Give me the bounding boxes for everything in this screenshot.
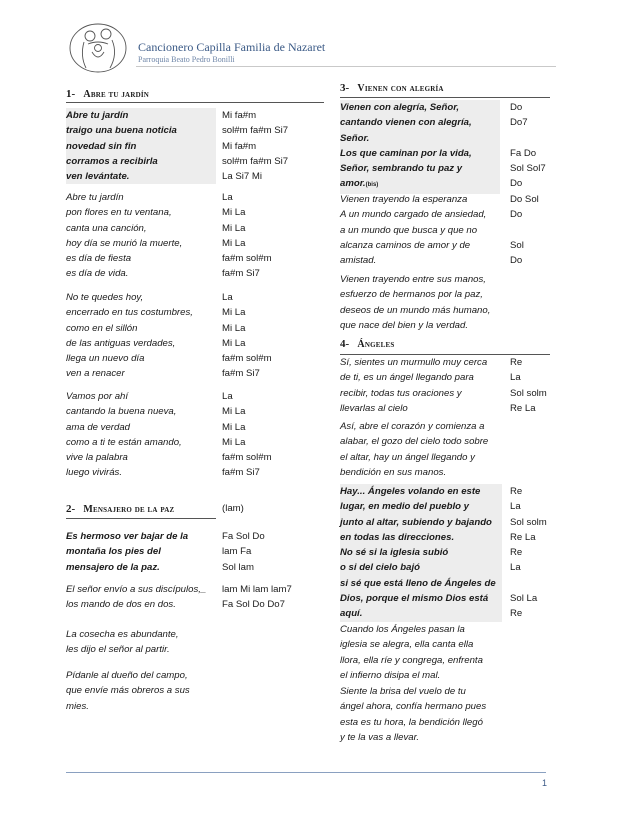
chord-line: Sol Sol7: [510, 163, 546, 175]
lyric-line: Señor, sembrando tu paz y: [340, 163, 463, 175]
chord-line: La: [510, 562, 521, 574]
chord-line: fa#m sol#m: [222, 353, 272, 365]
chord-line: fa#m Si7: [222, 268, 260, 280]
song-3-stanza-2-chords: [510, 192, 539, 268]
chord-line: Mi La: [222, 237, 246, 249]
lyric-line: traigo una buena noticia: [66, 125, 177, 137]
song-4-stanza-5: [340, 684, 486, 745]
lyric-line: Es hermoso ver bajar de la: [66, 531, 189, 542]
chord-line: Sol solm: [510, 516, 547, 528]
lyric-line: o si del cielo bajó: [340, 562, 420, 574]
song-1-stanza-1: [66, 108, 216, 184]
song-2-key: (lam): [222, 503, 244, 514]
chord-line: Sol: [510, 239, 524, 251]
chord-line: Do Sol: [510, 194, 539, 205]
lyric-line: y te la vas a llevar.: [340, 731, 420, 743]
lyric-line: lugar, en medio del pueblo y: [340, 501, 470, 513]
chord-line: Re La: [510, 531, 536, 543]
lyric-line: Vienen con alegría, Señor,: [340, 102, 460, 113]
song-4-stanza-3-chords: [510, 484, 547, 622]
lyric-line: No te quedes hoy,: [66, 292, 144, 303]
song-2-heading: 2- Mensajero de la paz: [66, 503, 175, 515]
lyric-line: aquí.: [340, 608, 363, 620]
song-3-stanza-1-chords: [510, 100, 546, 192]
chord-line: fa#m Si7: [222, 368, 260, 380]
chord-line: lam Mi lam lam7: [222, 584, 292, 595]
chord-line: lam Fa: [222, 546, 252, 558]
chord-line: Re: [510, 608, 523, 620]
lyric-line: ven a renacer: [66, 368, 125, 380]
lyric-line: el altar, hay un ángel llegando y: [340, 451, 475, 463]
lyric-line: esfuerzo de hermanos por la paz,: [340, 289, 483, 301]
lyric-line: Así, abre el corazón y comienza a: [340, 421, 485, 432]
chord-line: Re: [510, 547, 523, 559]
chord-line: sol#m fa#m Si7: [222, 155, 289, 167]
chord-line: Mi La: [222, 307, 246, 319]
lyric-line: ángel ahora, confía hermano pues: [340, 701, 487, 713]
lyric-line: Abre tu jardín: [66, 192, 124, 203]
lyric-line: bendición en sus manos.: [340, 466, 447, 478]
song-4-stanza-1: [340, 355, 487, 416]
chord-line: Mi La: [222, 222, 246, 234]
chord-line: Do: [510, 102, 523, 113]
footer-divider: [66, 772, 546, 773]
chord-line: [510, 576, 547, 591]
lyric-line: Hay... Ángeles volando en este: [340, 486, 481, 497]
lyric-line: cantando la buena nueva,: [66, 406, 177, 418]
song-3-rule: [340, 97, 550, 98]
chord-line: Mi fa#m: [222, 110, 257, 121]
lyric-line: Abre tu jardín: [66, 110, 129, 121]
song-1-rule: [66, 102, 324, 103]
chord-line: Re: [510, 486, 523, 497]
chord-line: La: [222, 391, 233, 402]
chord-line: Do: [510, 178, 523, 190]
lyric-line: llega un nuevo día: [66, 353, 145, 365]
lyric-line: llevarlas al cielo: [340, 402, 408, 414]
song-2-rule: [66, 518, 216, 519]
lyric-line: alabar, el gozo del cielo todo sobre: [340, 436, 489, 448]
song-4-stanza-2: [340, 419, 488, 480]
header-divider: [136, 66, 556, 67]
chord-line: fa#m sol#m: [222, 452, 272, 464]
lyric-line: luego vivirás.: [66, 467, 122, 479]
song-4-heading: 4- Ángeles: [340, 338, 395, 350]
lyric-line: Cuando los Ángeles pasan la: [340, 624, 465, 635]
lyric-line: mies.: [66, 700, 89, 712]
chord-line: fa#m Si7: [222, 467, 260, 479]
lyric-line: No sé si la iglesia subió: [340, 547, 449, 559]
chord-line: La Si7 Mi: [222, 171, 262, 183]
lyric-line: Dios, porque el mismo Dios está: [340, 593, 489, 605]
song-3-stanza-1: [340, 100, 500, 194]
lyric-line: A un mundo cargado de ansiedad,: [340, 209, 487, 221]
lyric-line: montaña los pies del: [66, 546, 161, 558]
lyric-line: los mando de dos en dos.: [66, 599, 176, 611]
song-2-stanza-4: [66, 668, 190, 714]
chord-line: La: [222, 292, 233, 303]
lyric-line: les dijo el señor al partir.: [66, 644, 170, 656]
chord-line: Mi La: [222, 337, 246, 349]
chord-line: La: [510, 372, 521, 384]
song-2-stanza-2: [66, 582, 206, 613]
lyric-line: de ti, es un ángel llegando para: [340, 372, 474, 384]
holy-family-logo-icon: [66, 18, 130, 74]
lyric-line: iglesia se alegra, ella canta ella: [340, 639, 474, 651]
lyric-line: Vienen trayendo entre sus manos,: [340, 274, 486, 285]
chord-line: Sol La: [510, 593, 538, 605]
chord-line: Do7: [510, 117, 528, 129]
lyric-line: mensajero de la paz.: [66, 561, 160, 573]
song-2-stanza-1-chords: [222, 529, 265, 575]
lyric-line: canta una canción,: [66, 222, 147, 234]
chord-line: Fa Sol Do Do7: [222, 599, 285, 611]
chord-line: Do: [510, 209, 523, 221]
song-1-stanza-4-chords: [222, 389, 272, 481]
chord-line: Mi La: [222, 322, 246, 334]
lyric-line: Siente la brisa del vuelo de tu: [340, 686, 466, 697]
lyric-line: Sí, sientes un murmullo muy cerca: [340, 357, 488, 368]
lyric-line: encerrado en tus costumbres,: [66, 307, 193, 319]
lyric-line: hoy día se murió la muerte,: [66, 237, 183, 249]
chord-line: La: [222, 192, 233, 203]
chord-line: Fa Sol Do: [222, 531, 265, 542]
lyric-line: Señor.: [340, 132, 370, 144]
chord-line: Fa Do: [510, 147, 537, 159]
lyric-line: de las antiguas verdades,: [66, 337, 176, 349]
lyric-line: amor.(bis): [340, 178, 379, 190]
chord-line: Re: [510, 357, 523, 368]
lyric-line: es día de fiesta: [66, 253, 132, 265]
song-1-stanza-1-chords: [222, 108, 288, 184]
lyric-line: cantando vienen con alegría,: [340, 117, 472, 129]
lyric-line: recibir, todas tus oraciones y: [340, 387, 462, 399]
lyric-line: amistad.: [340, 255, 377, 267]
song-1-stanza-4: [66, 389, 182, 481]
lyric-line: Pídanle al dueño del campo,: [66, 670, 188, 681]
lyric-line: que envíe más obreros a sus: [66, 685, 190, 697]
lyric-line: esta es tu hora, la bendición llegó: [340, 716, 483, 728]
chord-line: Mi La: [222, 207, 246, 219]
lyric-line: en todas las direcciones.: [340, 531, 455, 543]
lyric-line: llora, ella ríe y congrega, enfrenta: [340, 654, 483, 666]
lyric-line: es día de vida.: [66, 268, 129, 280]
chord-line: [510, 131, 546, 146]
lyric-line: El señor envío a sus discípulos,_: [66, 584, 207, 595]
lyric-line: novedad sin fin: [66, 140, 137, 152]
lyric-line: pon flores en tu ventana,: [66, 207, 172, 219]
song-2-stanza-2-chords: [222, 582, 292, 613]
chord-line: Sol solm: [510, 387, 547, 399]
lyric-line: La cosecha es abundante,: [66, 629, 179, 640]
lyric-line: a un mundo que busca y que no: [340, 224, 478, 236]
chord-line: Re La: [510, 402, 536, 414]
lyric-line: alcanza caminos de amor y de: [340, 239, 471, 251]
lyric-line: ama de verdad: [66, 421, 130, 433]
lyric-line: vive la palabra: [66, 452, 128, 464]
chord-line: sol#m fa#m Si7: [222, 125, 289, 137]
lyric-line: Los que caminan por la vida,: [340, 147, 472, 159]
header-title: Cancionero Capilla Familia de Nazaret: [138, 40, 326, 54]
lyric-line: corramos a recibirla: [66, 155, 158, 167]
song-4-stanza-4: [340, 622, 483, 683]
chord-line: [510, 223, 539, 238]
song-4-stanza-1-chords: [510, 355, 547, 416]
lyric-line: Vienen trayendo la esperanza: [340, 194, 468, 205]
chord-line: fa#m sol#m: [222, 253, 272, 265]
song-1-heading: 1- Abre tu jardín: [66, 88, 150, 100]
song-1-stanza-2: [66, 190, 182, 282]
song-1-stanza-2-chords: [222, 190, 272, 282]
song-4-stanza-3: [340, 484, 502, 622]
chord-line: Mi fa#m: [222, 140, 257, 152]
lyric-line: ven levántate.: [66, 171, 130, 183]
song-3-stanza-3: [340, 272, 490, 333]
song-3-stanza-2: [340, 192, 486, 268]
chord-line: Sol lam: [222, 561, 254, 573]
bis-marker: (bis): [365, 182, 379, 189]
lyric-line: como en el sillón: [66, 322, 138, 334]
chord-line: Do: [510, 255, 523, 267]
lyric-line: si sé que está lleno de Ángeles de: [340, 577, 496, 589]
lyric-line: el infierno disipa el mal.: [340, 669, 441, 681]
chord-line: Mi La: [222, 436, 246, 448]
song-1-stanza-3-chords: [222, 290, 272, 382]
song-2-stanza-1: [66, 529, 188, 575]
lyric-line: junto al altar, subiendo y bajando: [340, 516, 492, 528]
chord-line: Mi La: [222, 406, 246, 418]
song-1-stanza-3: [66, 290, 193, 382]
page-number: 1: [542, 778, 548, 788]
header-subtitle: Parroquia Beato Pedro Bonilli: [138, 55, 235, 64]
lyric-line: como a ti te están amando,: [66, 436, 182, 448]
chord-line: La: [510, 501, 521, 513]
song-3-heading: 3- Vienen con alegría: [340, 82, 444, 94]
lyric-line: que nace del bien y la verdad.: [340, 319, 469, 331]
lyric-line: Vamos por ahí: [66, 391, 129, 402]
song-2-stanza-3: [66, 627, 179, 658]
lyric-line: deseos de un mundo más humano,: [340, 304, 491, 316]
chord-line: Mi La: [222, 421, 246, 433]
